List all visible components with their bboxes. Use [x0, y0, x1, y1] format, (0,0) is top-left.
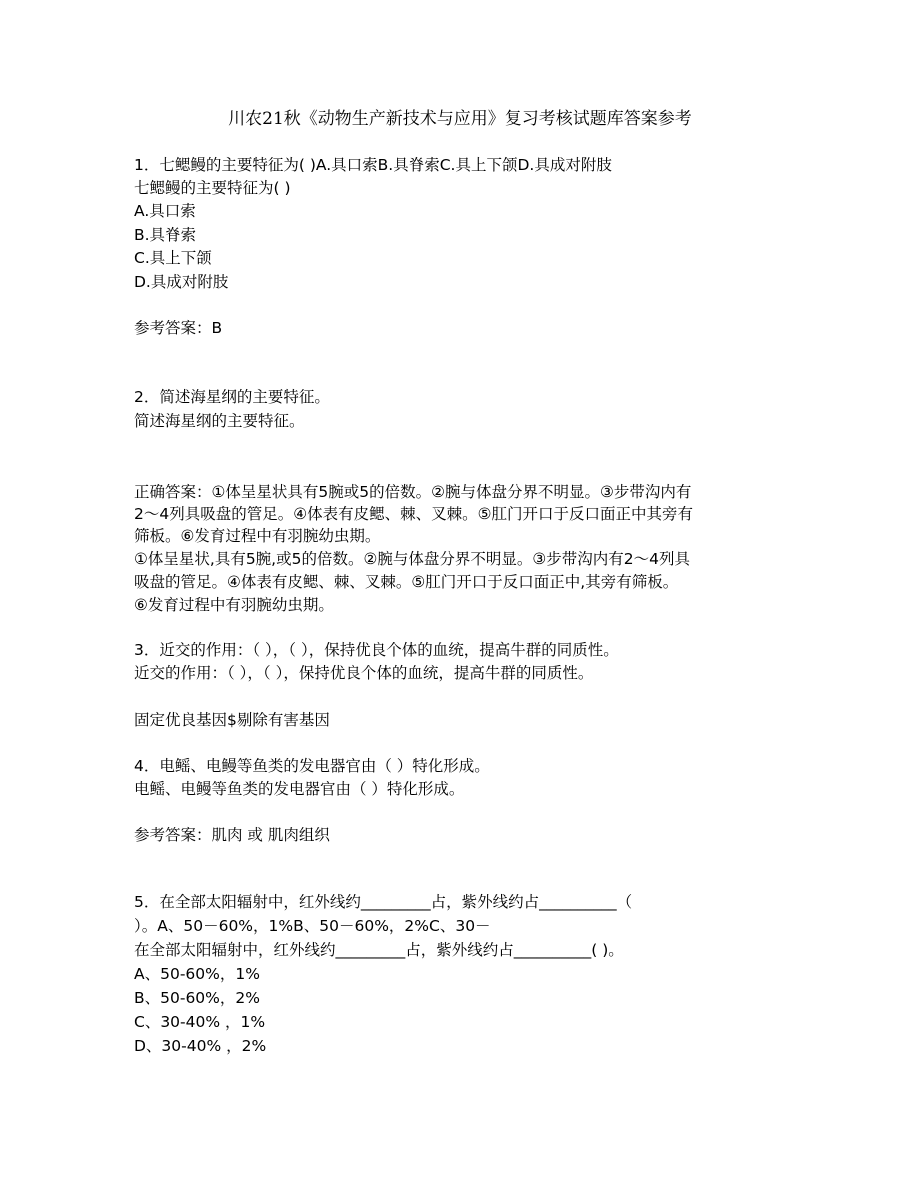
q5-option-b: B、50-60%，2%: [134, 989, 260, 1007]
q1-option-a: A.具口索: [134, 202, 196, 220]
q3-prompt: 近交的作用：（ ），（ ），保持优良个体的血统，提高牛群的同质性。: [134, 664, 594, 682]
q5-prompt: 在全部太阳辐射中，红外线约_________占，紫外线约占__________( )。: [134, 941, 624, 959]
q2-answer-line: 吸盘的管足。④体表有皮鳃、棘、叉棘。⑤肛门开口于反口面正中,其旁有筛板。: [134, 573, 679, 591]
q1-stem: 1．七鳃鳗的主要特征为( )A.具口索B.具脊索C.具上下颌D.具成对附肢: [134, 156, 612, 174]
q5-stem-line: ）。A、50－60%，1%B、50－60%，2%C、30－: [134, 917, 491, 935]
q2-answer-line: 2～4列具吸盘的管足。④体表有皮鳃、棘、叉棘。⑤肛门开口于反口面正中其旁有: [134, 505, 694, 523]
q4-prompt: 电鳐、电鳗等鱼类的发电器官由（ ）特化形成。: [134, 780, 465, 798]
q2-stem: 2．简述海星纲的主要特征。: [134, 388, 330, 406]
q4-stem: 4．电鳐、电鳗等鱼类的发电器官由（ ）特化形成。: [134, 757, 490, 775]
q2-answer-line: 筛板。⑥发育过程中有羽腕幼虫期。: [134, 527, 381, 545]
q2-prompt: 简述海星纲的主要特征。: [134, 412, 305, 430]
q3-stem: 3．近交的作用：（ ），（ ），保持优良个体的血统，提高牛群的同质性。: [134, 641, 619, 659]
q5-option-d: D、30-40% ，2%: [134, 1037, 267, 1055]
q3-answer: 固定优良基因$剔除有害基因: [134, 711, 330, 729]
q2-answer-line: ①体呈星状,具有5腕,或5的倍数。②腕与体盘分界不明显。③步带沟内有2～4列具: [134, 550, 690, 568]
q5-option-c: C、30-40% ，1%: [134, 1013, 266, 1031]
q2-answer-line: ⑥发育过程中有羽腕幼虫期。: [134, 596, 334, 614]
q1-option-b: B.具脊索: [134, 226, 197, 244]
document-title: 川农21秋《动物生产新技术与应用》复习考核试题库答案参考: [228, 109, 692, 129]
q1-option-c: C.具上下颌: [134, 249, 212, 267]
q1-option-d: D.具成对附肢: [134, 273, 229, 291]
q4-answer: 参考答案：肌肉 或 肌肉组织: [134, 826, 330, 844]
q1-answer: 参考答案：B: [134, 319, 223, 337]
q1-prompt: 七鳃鳗的主要特征为( ): [134, 179, 291, 197]
q5-option-a: A、50-60%，1%: [134, 965, 260, 983]
q2-answer-line: 正确答案：①体呈星状具有5腕或5的倍数。②腕与体盘分界不明显。③步带沟内有: [134, 483, 692, 501]
q5-stem-line: 5．在全部太阳辐射中，红外线约_________占，紫外线约占__________（: [134, 893, 633, 911]
